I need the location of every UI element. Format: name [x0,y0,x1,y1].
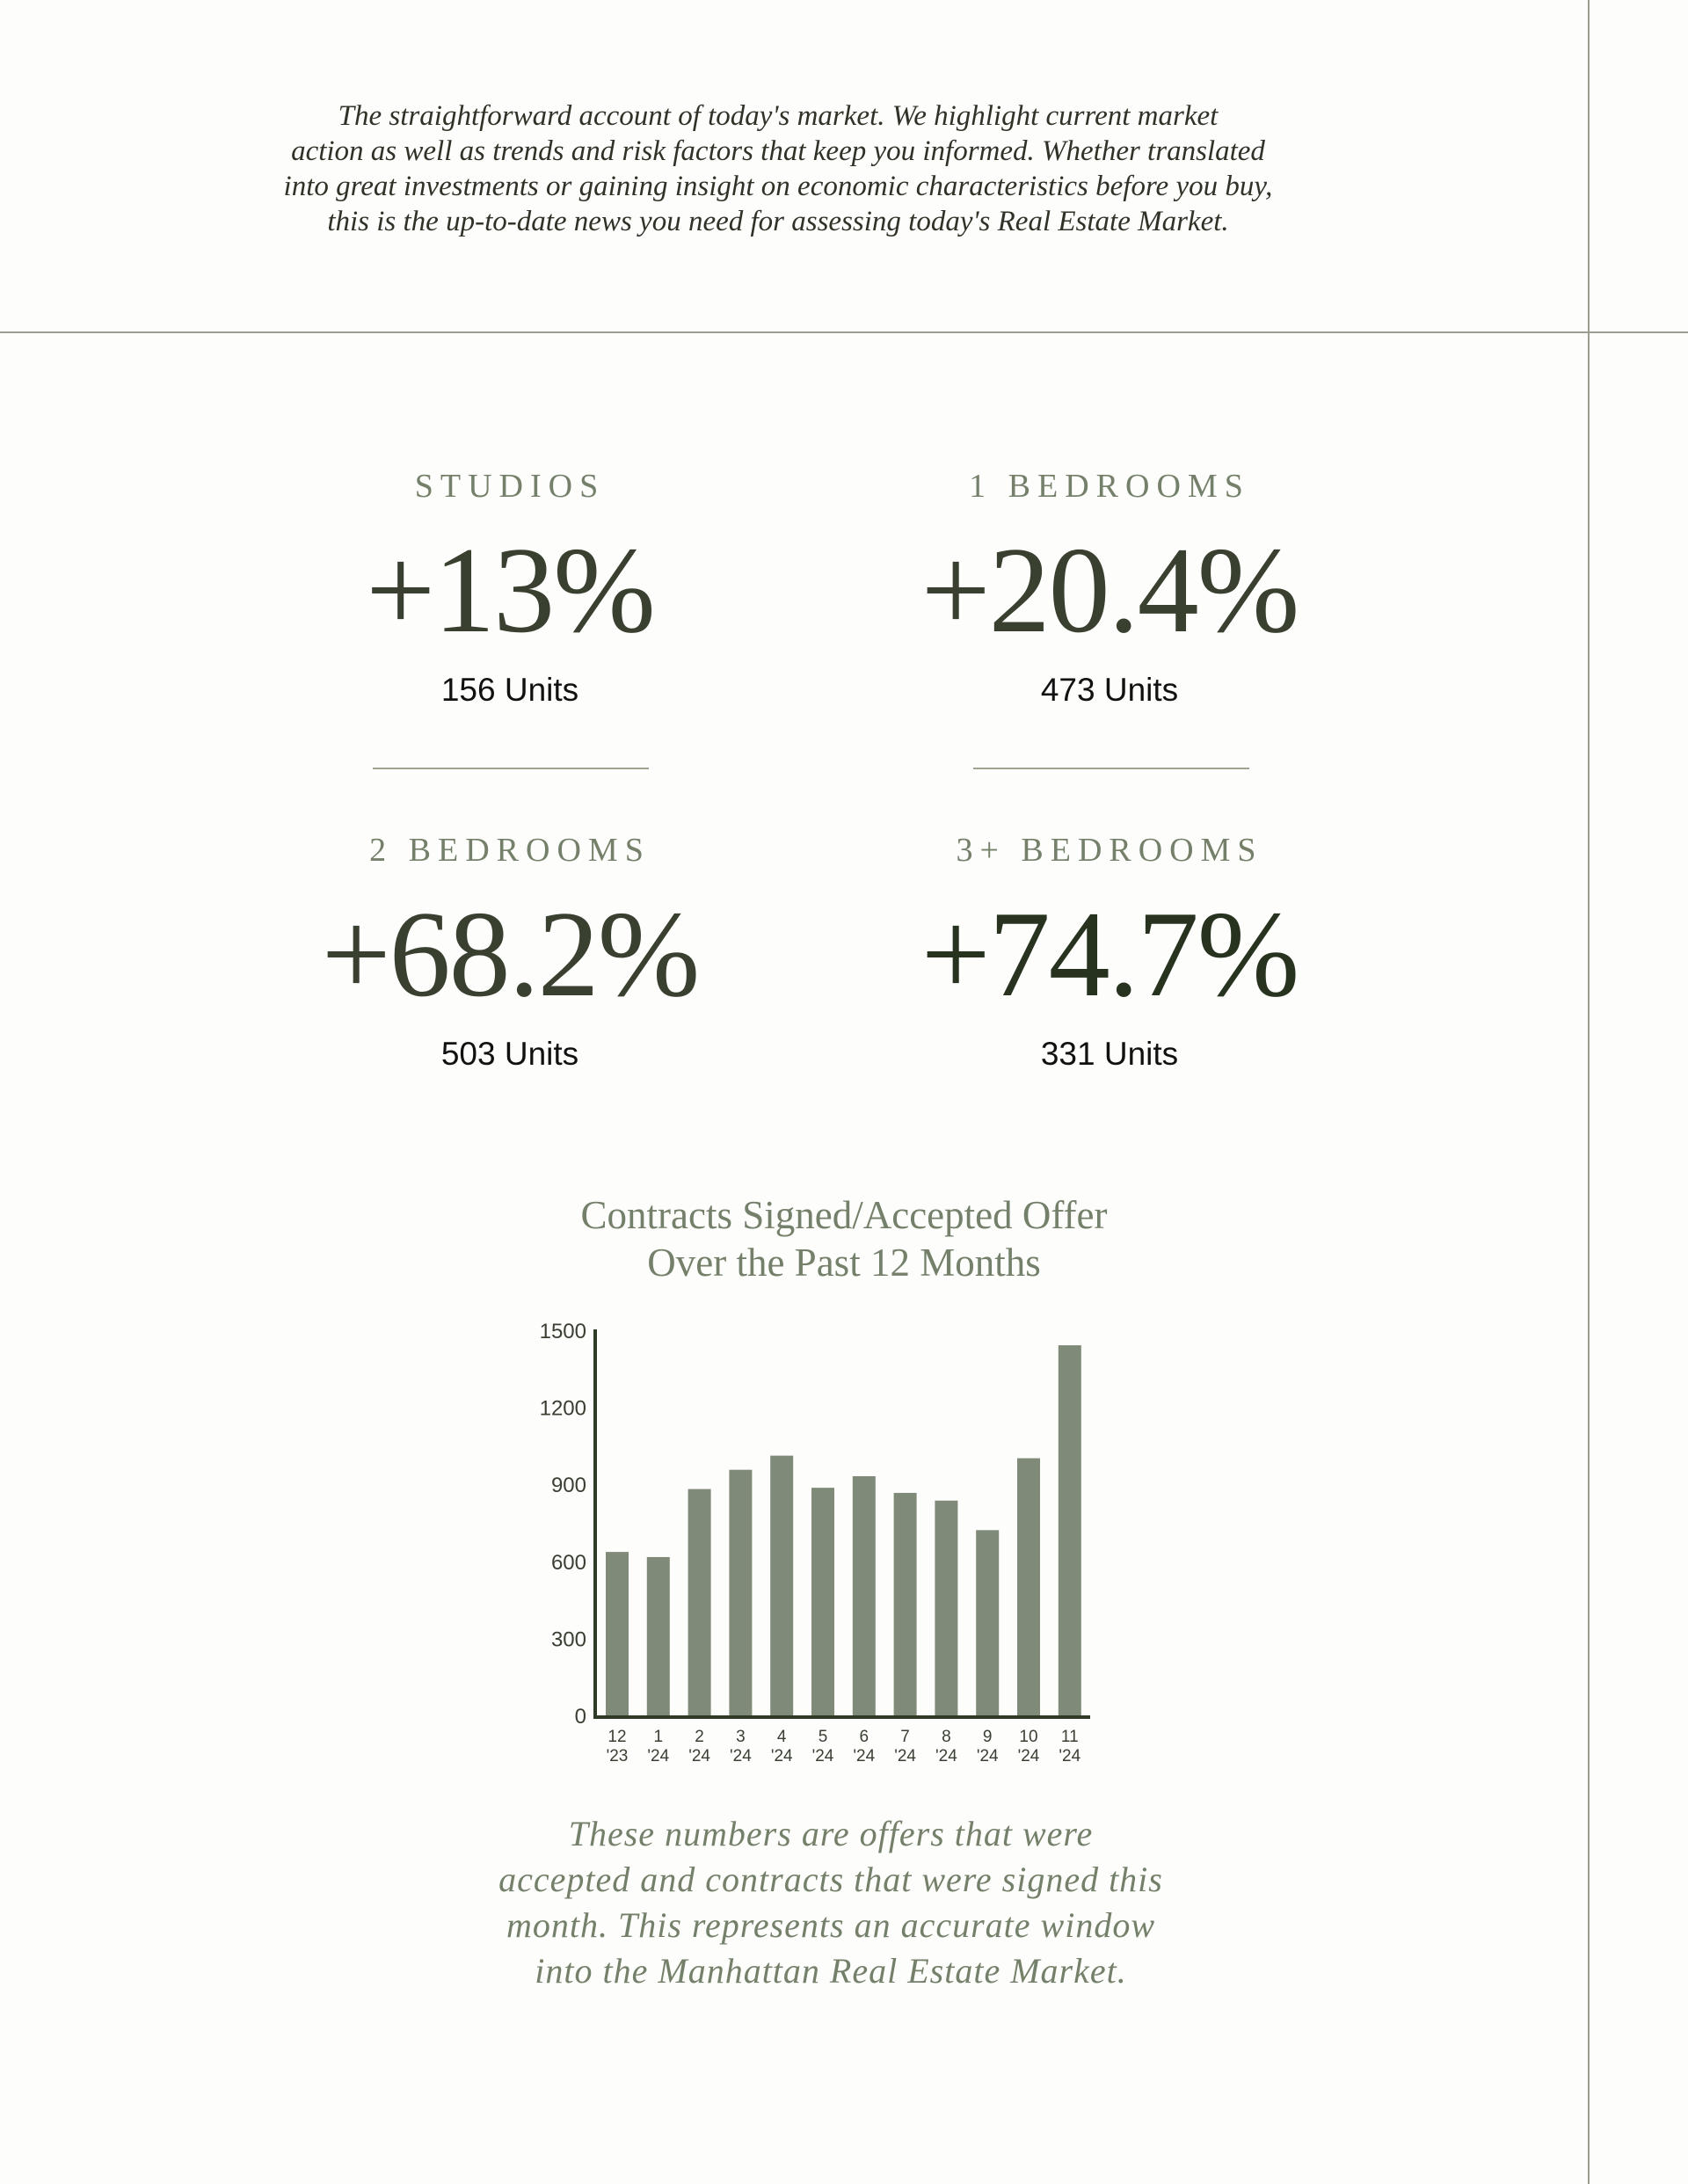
chart-bar [894,1493,917,1716]
x-tick-label: 6 [859,1728,869,1746]
x-tick-label: 2 [695,1728,704,1746]
stat-value: +68.2% [321,886,699,1023]
x-tick-label: '24 [853,1747,876,1765]
x-tick-label: '24 [811,1747,834,1765]
x-tick-label: '24 [688,1747,710,1765]
chart-bar [1017,1459,1040,1716]
chart-bar [688,1489,711,1716]
y-tick-label: 1200 [539,1396,586,1421]
y-tick-label: 900 [550,1474,586,1498]
x-tick-label: '24 [770,1747,793,1765]
stat-label: 2 BEDROOMS [369,832,651,869]
intro-line: action as well as trends and risk factors that keep you informed. Whether translated [291,135,1265,167]
x-tick-label: 11 [1060,1728,1079,1746]
stat-units: 503 Units [440,1036,579,1072]
chart-bar [647,1557,670,1716]
stat-2-bedrooms [246,831,774,1074]
chart-title-line: Over the Past 12 Months [647,1241,1041,1285]
x-tick-label: 1 [653,1728,664,1746]
x-tick-label: 9 [982,1728,993,1746]
stat-label: STUDIOS [414,468,606,505]
x-tick-label: 3 [736,1728,746,1746]
chart-bar [729,1470,752,1716]
stat-1-bedrooms [846,467,1373,710]
stat-3-plus-bedrooms [846,831,1373,1074]
y-tick-label: 300 [550,1627,586,1652]
caption-line: These numbers are offers that were [568,1814,1094,1853]
x-tick-label: 7 [900,1728,910,1746]
chart-title [404,1191,1284,1286]
x-tick-label: '24 [1059,1747,1081,1765]
stat-divider [973,768,1249,769]
caption-line: accepted and contracts that were signed this [498,1860,1163,1899]
intro-line: into great investments or gaining insight on economic characteristics before you buy, [283,171,1273,202]
intro-line: this is the up-to-date news you need for assessing today's Real Estate Market. [327,206,1229,237]
stat-value: +20.4% [920,522,1299,659]
x-tick-label: '24 [894,1747,916,1765]
stat-divider [373,768,649,769]
stat-studios [246,467,774,710]
chart-bar [976,1530,999,1716]
stat-label: 1 BEDROOMS [969,468,1250,505]
chart-title-line: Contracts Signed/Accepted Offer [580,1193,1108,1237]
stat-label: 3+ BEDROOMS [956,832,1263,869]
x-tick-label: 8 [942,1728,951,1746]
chart-bar [935,1501,957,1716]
chart-bar [853,1476,876,1716]
y-tick-label: 600 [550,1550,586,1575]
caption-line: month. This represents an accurate window [506,1905,1155,1945]
x-tick-label: '24 [730,1747,752,1765]
stat-value: +13% [366,522,654,659]
x-tick-label: 10 [1019,1728,1038,1746]
x-tick-label: 12 [608,1728,627,1746]
chart-bar [606,1552,629,1716]
contracts-bar-chart [492,1310,1108,1776]
chart-caption [387,1811,1275,1994]
chart-bar [770,1456,793,1716]
x-tick-label: 5 [818,1728,828,1746]
x-tick-label: 4 [776,1728,787,1746]
stat-units: 473 Units [1040,672,1179,708]
x-tick-label: '24 [976,1747,999,1765]
page-border-horizontal [0,331,1688,333]
x-tick-label: '23 [606,1747,629,1765]
intro-paragraph [264,98,1292,239]
x-tick-label: '24 [1017,1747,1040,1765]
y-tick-label: 0 [574,1705,586,1729]
intro-line: The straightforward account of today's market. We highlight current market [338,100,1219,132]
x-tick-label: '24 [935,1747,957,1765]
y-tick-label: 1500 [539,1320,586,1343]
stat-value: +74.7% [920,886,1299,1023]
chart-bar [811,1488,834,1716]
stat-units: 156 Units [440,672,579,708]
x-tick-label: '24 [647,1747,670,1765]
page-border-vertical [1588,0,1590,2184]
stat-units: 331 Units [1040,1036,1179,1072]
caption-line: into the Manhattan Real Estate Market. [535,1951,1127,1991]
chart-bar [1059,1345,1081,1716]
